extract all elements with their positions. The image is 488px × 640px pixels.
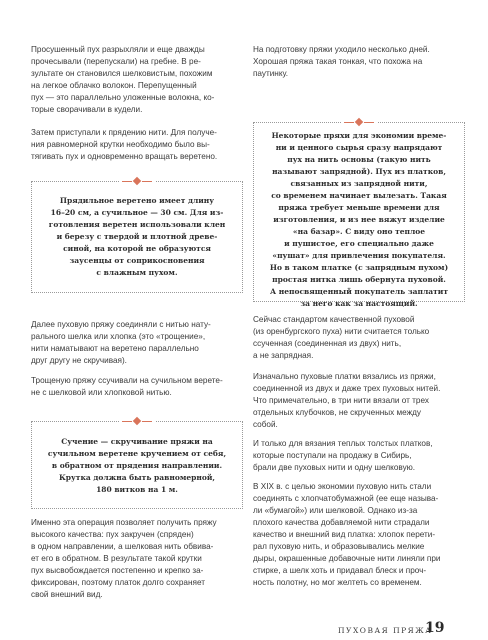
paragraph: И только для вязания теплых толстых платков, которые поступали на продажу в Сибирь, брали две пуховых нити и одну шелковую. <box>253 439 433 472</box>
paragraph: Изначально пуховые платки вязались из пряжи, соединенной из двух и даже трех пуховых нитей. Что примечательно, в три нити вязали от трех отдельных клубочков, не скрученных между собой. <box>253 372 441 429</box>
running-footer-title: ПУХОВАЯ ПРЯЖА <box>338 626 433 635</box>
paragraph: Далее пуховую пряжу соединяли с нитью нату- рального шелка или хлопка (это «трощение», нити наматывают на веретено параллельно друг другу не скручивая). <box>31 320 211 365</box>
quote-box <box>31 421 243 509</box>
paragraph: Сейчас стандартом качественной пуховой (из оренбургского пуха) нити считается только ссученная (соединенная из двух) нить, а не запрядная. <box>253 315 430 360</box>
quote-text: Некоторые пряхи для экономии време- ни и ценного сырья сразу напрядают пух на нить основы (такую нить называют запрядной). Пух из платков, связанных из запрядной нити, со временем начинает вылезать. Такая пряжа требует меньше времени для изготовления, и из нее вяжут изделие «на базар». С виду оно теплое и пушистое, его специально даже «пушат» для привлечения покупателя. Но в таком платке (с запрядным пухом) простая нитка лишь обернута пуховой. А непосвященный покупатель заплатит за него как за настоящий. <box>269 131 449 308</box>
quote-text: Прядильное веретено имеет длину 16–20 см, а сучильное — 30 см. Для из- готовления веретен использовали клен и березу с твердой и плотной древе- синой, на которой не образуются заусенцы от соприкосновения с влажным пухом. <box>48 196 226 277</box>
quote-text: Сучение — скручивание пряжи на сучильном веретене кручением от себя, в обратном от прядения направлении. Крутка должна быть равномерной, 180 витков на 1 м. <box>47 437 227 494</box>
paragraph: Трощеную пряжу ссучивали на сучильном верете- не с шелковой или хлопковой нитью. <box>31 376 223 397</box>
quote-box <box>31 181 243 293</box>
diamond-ornament-icon <box>341 119 377 126</box>
diamond-ornament-icon <box>119 418 155 425</box>
paragraph: Именно эта операция позволяет получить пряжу высокого качества: пух закручен (спряден) в одном направлении, а шелковая нить обвива- ет его в обратном. В результате такой крутки пух высвобождается постепенно и крепко за- фиксирован, поэтому платок долго сохраняет свой внешний вид. <box>31 518 217 599</box>
paragraph: На подготовку пряжи уходило несколько дней. Хорошая пряжа такая тонкая, что похожа на паутинку. <box>253 45 430 78</box>
paragraph: Просушенный пух разрыхляли и еще дважды прочесывали (перепускали) на гребне. В ре- зультате он становился шелковистым, похожим на легкое облачко волокон. Перепущенный пух — это параллельно уложенные волокна, ко- торые сворачивали в кудели. <box>31 45 215 114</box>
diamond-ornament-icon <box>119 178 155 185</box>
quote-box <box>253 122 465 308</box>
page-number: 19 <box>425 620 445 636</box>
paragraph: В XIX в. с целью экономии пуховую нить стали соединять с хлопчатобумажной (ее еще называ- ли «бумагой») или шелковой. Однако из-за плохого качества добавляемой нити страдали качество и внешний вид платка: хлопок перети- рал пуховую нить, и образовывались мелкие дыры, окрашенные добавочные нити линяли при стирке, а шелк хоть и придавал блеск и проч- ность полотну, но мог желтеть со временем. <box>253 482 441 587</box>
paragraph: Затем приступали к прядению нити. Для получе- ния равномерной крутки необходимо было вы- тягивать пух и одновременно вращать веретено. <box>31 128 218 161</box>
